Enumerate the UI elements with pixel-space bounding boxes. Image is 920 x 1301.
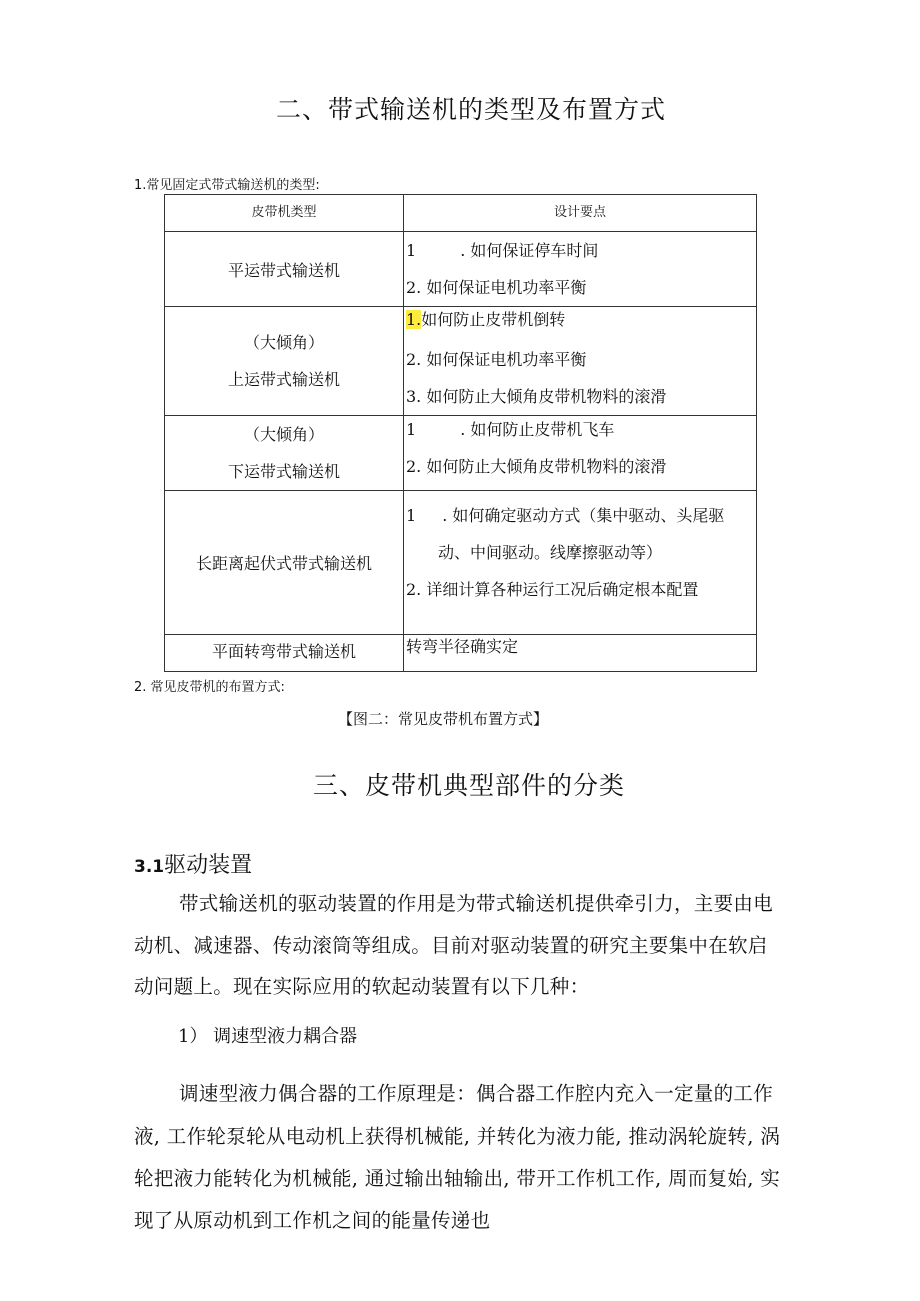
- paragraph-line: 调速型液力偶合器的工作原理是：偶合器工作腔内充入一定量的工作: [179, 1082, 774, 1105]
- section2-title: 二、带式输送机的类型及布置方式: [276, 95, 667, 124]
- table-header-row: [165, 195, 757, 232]
- type-label: 平面转弯带式输送机: [211, 642, 356, 661]
- subsection-number: 3.1: [134, 857, 165, 877]
- point-line: 转弯半径确实定: [406, 637, 519, 656]
- point-line: 2. 如何防止大倾角皮带机物料的滚滑: [406, 457, 667, 476]
- table-row: [165, 307, 757, 416]
- paragraph-line: 轮把液力能转化为机械能, 通过输出轴输出, 带开工作机工作, 周而复始, 实: [134, 1167, 780, 1190]
- paragraph-line: 动问题上。现在实际应用的软起动装置有以下几种：: [134, 975, 590, 998]
- point-line: 3. 如何防止大倾角皮带机物料的滚滑: [406, 387, 667, 406]
- table-cell-points: [404, 416, 757, 491]
- paragraph-line: 带式输送机的驱动装置的作用是为带式输送机提供牵引力，主要由电: [179, 892, 774, 915]
- item1-label: 1.常见固定式带式输送机的类型:: [134, 178, 320, 193]
- table-cell-type: [165, 635, 404, 672]
- type-label: （大倾角）: [243, 333, 324, 352]
- table-cell-points: [404, 635, 757, 672]
- table-cell-type: [165, 232, 404, 307]
- list-item: 1） 调速型液力耦合器: [178, 1026, 358, 1047]
- highlight-mark: 1.: [406, 310, 422, 329]
- point-line: 动、中间驱动。线摩擦驱动等）: [438, 543, 663, 562]
- table-row: [165, 416, 757, 491]
- table-row: [165, 491, 757, 635]
- table-header-points: 设计要点: [404, 195, 757, 232]
- table-row: [165, 232, 757, 307]
- table-header-type: 皮带机类型: [165, 195, 404, 232]
- point-line: 1.如何防止皮带机倒转: [406, 310, 566, 329]
- subsection-heading: [134, 848, 252, 879]
- point-line: 2. 如何保证电机功率平衡: [406, 278, 587, 297]
- table-cell-type: [165, 416, 404, 491]
- subsection-title: 驱动装置: [164, 853, 253, 878]
- table-row: [165, 635, 757, 672]
- point-line: 1 . 如何保证停车时间: [406, 241, 599, 260]
- point-line: 2. 详细计算各种运行工况后确定根本配置: [406, 580, 699, 599]
- type-label: 下运带式输送机: [227, 462, 340, 481]
- item2-label: 2. 常见皮带机的布置方式:: [134, 680, 285, 695]
- type-label: 平运带式输送机: [227, 260, 340, 280]
- figure-caption: 【图二：常见皮带机布置方式】: [338, 710, 549, 728]
- table-cell-points: [404, 491, 757, 635]
- paragraph-line: 动机、减速器、传动滚筒等组成。目前对驱动装置的研究主要集中在软启: [134, 934, 768, 957]
- table-cell-type: [165, 491, 404, 635]
- type-label: 上运带式输送机: [227, 370, 340, 389]
- paragraph-line: 液, 工作轮泵轮从电动机上获得机械能, 并转化为液力能, 推动涡轮旋转, 涡: [134, 1125, 780, 1148]
- table-cell-points: [404, 232, 757, 307]
- type-label: 长距离起伏式带式输送机: [195, 554, 372, 573]
- conveyor-type-table: [164, 194, 757, 672]
- paragraph-line: 现了从原动机到工作机之间的能量传递也: [134, 1209, 491, 1232]
- type-label: （大倾角）: [243, 425, 324, 444]
- point-line: 2. 如何保证电机功率平衡: [406, 350, 587, 369]
- point-line: 1 . 如何防止皮带机飞车: [406, 420, 615, 439]
- section3-title: 三、皮带机典型部件的分类: [313, 771, 626, 800]
- table-cell-type: [165, 307, 404, 416]
- point-line: 1 . 如何确定驱动方式（集中驱动、头尾驱: [406, 506, 725, 525]
- table-cell-points: [404, 307, 757, 416]
